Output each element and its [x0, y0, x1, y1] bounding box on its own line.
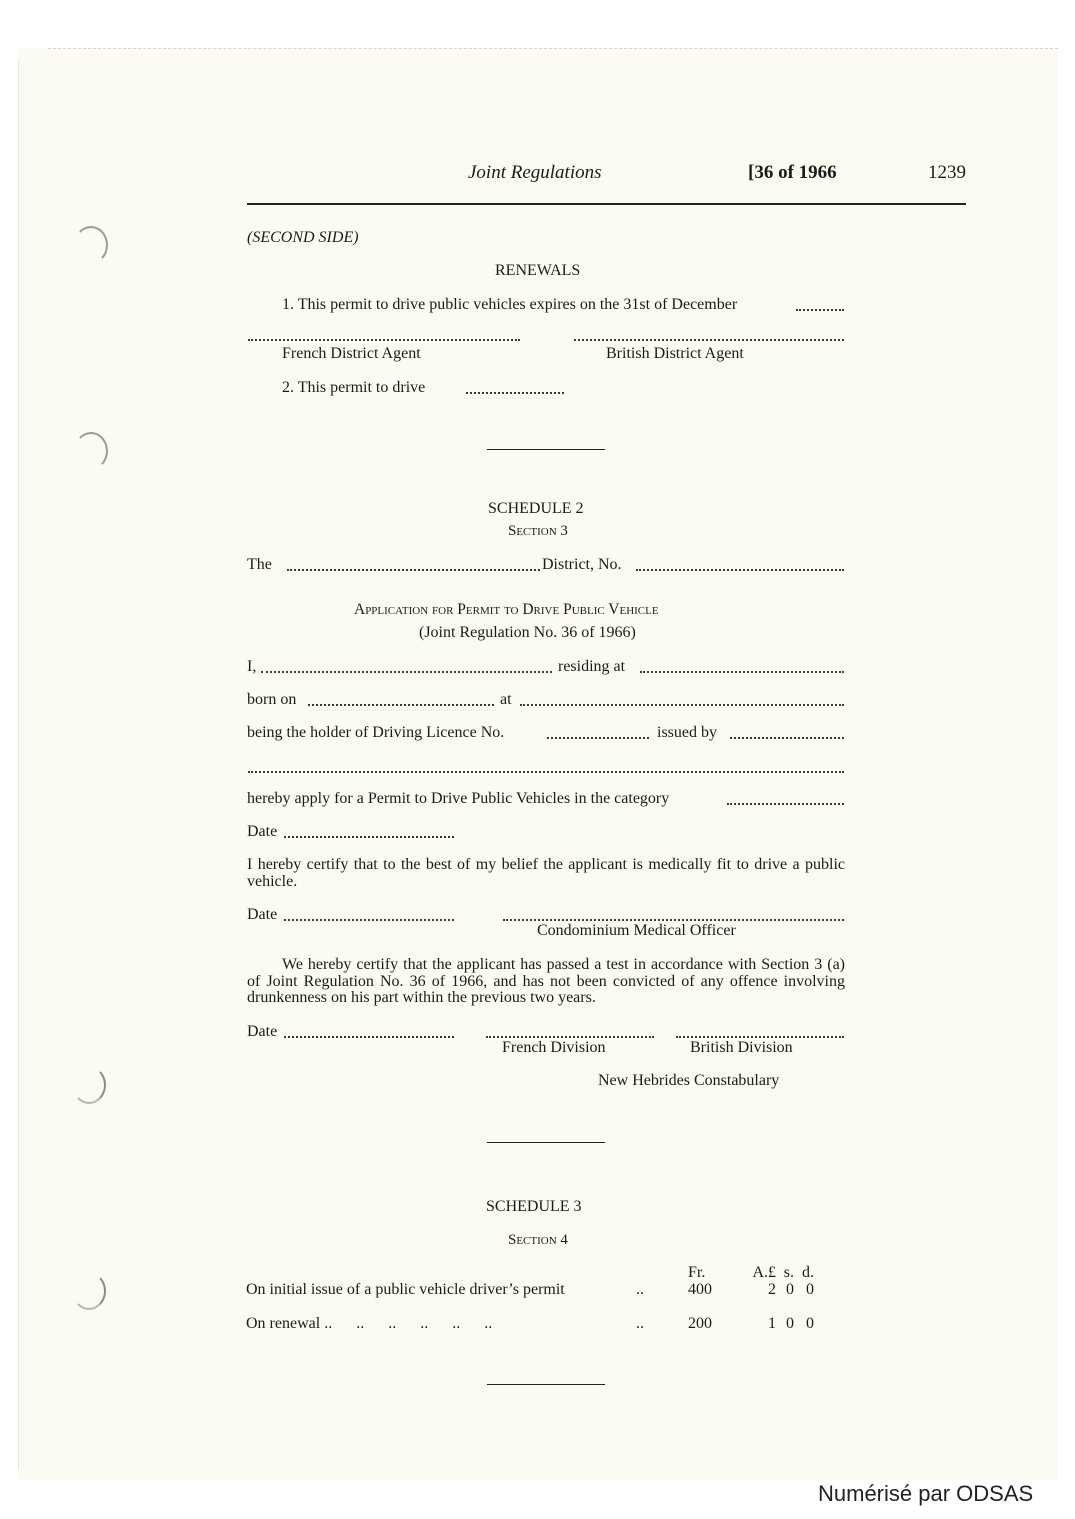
- renewal-item-1: 1. This permit to drive public vehicles expires on the 31st of December: [282, 296, 738, 313]
- sheet-top-edge: [48, 48, 1058, 49]
- form-title: Application for Permit to Drive Public Vehicle: [354, 601, 659, 618]
- fill-line: [727, 803, 844, 805]
- header-rule: [247, 203, 966, 205]
- form-subtitle: (Joint Regulation No. 36 of 1966): [419, 624, 636, 641]
- fill-line: [640, 671, 844, 673]
- fee-francs: 200: [688, 1315, 712, 1332]
- column-header-d: d.: [802, 1264, 814, 1281]
- page-number: 1239: [928, 162, 966, 183]
- punch-hole: [74, 432, 108, 470]
- fill-line: [796, 309, 844, 311]
- field-label: being the holder of Driving Licence No.: [247, 724, 505, 741]
- date-label: Date: [247, 823, 278, 840]
- fill-line: [730, 737, 844, 739]
- fill-line: [248, 771, 844, 773]
- sheet-left-edge: [18, 60, 19, 1470]
- column-header-fr: Fr.: [688, 1264, 706, 1281]
- fill-line: [547, 737, 649, 739]
- fee-shillings: 0: [786, 1315, 794, 1332]
- police-certificate-text: We hereby certify that the applicant has passed a test in accordance with Section 3 (a) of Joint Regulation No. 36 of 1966, and has not been convicted of any offence involving drunkenness on his part within the previous two years.: [247, 956, 845, 1006]
- schedule-2-section: Section 3: [508, 523, 568, 539]
- leader-dots: ..: [636, 1281, 644, 1298]
- fee-description: On renewal .. .. .. .. .. ..: [246, 1315, 493, 1332]
- fee-shillings: 0: [786, 1281, 794, 1298]
- fill-line: [284, 1036, 454, 1038]
- table-row: [246, 1281, 814, 1298]
- running-header-act: [36 of 1966: [748, 162, 837, 183]
- fee-table-header: [246, 1264, 814, 1281]
- fee-pounds: 1: [768, 1315, 776, 1332]
- schedule-2-heading: SCHEDULE 2: [488, 500, 584, 517]
- punch-hole: [72, 1066, 106, 1104]
- fee-table: [246, 1264, 814, 1332]
- field-label: at: [500, 691, 512, 708]
- signature-line: [676, 1036, 844, 1038]
- renewals-heading: RENEWALS: [495, 262, 581, 279]
- row-gap: [246, 1298, 814, 1315]
- district-the: The: [247, 556, 272, 573]
- renewal-item-2: 2. This permit to drive: [282, 379, 426, 396]
- district-label: District, No.: [542, 556, 622, 573]
- medical-certificate-text: I hereby certify that to the best of my belief the applicant is medically fit to drive a public vehicle.: [247, 856, 845, 890]
- fill-line: [308, 704, 494, 706]
- french-district-agent: French District Agent: [282, 345, 421, 362]
- fill-line: [284, 836, 454, 838]
- running-header-title: Joint Regulations: [468, 162, 602, 183]
- british-division-label: British Division: [690, 1039, 793, 1056]
- date-label: Date: [247, 1023, 278, 1040]
- medical-officer-label: Condominium Medical Officer: [537, 922, 736, 939]
- fill-line: [466, 392, 564, 394]
- signature-line: [574, 339, 844, 341]
- fee-pence: 0: [806, 1281, 814, 1298]
- fill-line: [284, 919, 454, 921]
- signature-line: [486, 1036, 654, 1038]
- fee-pounds: 2: [768, 1281, 776, 1298]
- fill-line: [520, 704, 844, 706]
- fill-line: [287, 569, 540, 571]
- british-district-agent: British District Agent: [606, 345, 744, 362]
- punch-hole: [72, 1272, 106, 1310]
- signature-line: [503, 919, 844, 921]
- section-separator: [487, 1142, 605, 1143]
- signature-line: [248, 339, 520, 341]
- scan-watermark: Numérisé par ODSAS: [818, 1481, 1034, 1506]
- field-label: born on: [247, 691, 297, 708]
- fill-line: [261, 671, 552, 673]
- schedule-3-heading: SCHEDULE 3: [486, 1198, 582, 1215]
- fee-francs: 400: [688, 1281, 712, 1298]
- leader-dots: ..: [636, 1315, 644, 1332]
- column-header-pound: A.£: [752, 1264, 776, 1281]
- table-row: [246, 1315, 814, 1332]
- constabulary-label: New Hebrides Constabulary: [598, 1072, 780, 1089]
- punch-hole: [74, 226, 108, 264]
- fill-line: [636, 569, 844, 571]
- date-label: Date: [247, 906, 278, 923]
- field-label: residing at: [558, 658, 626, 675]
- field-label: issued by: [657, 724, 717, 741]
- schedule-3-section: Section 4: [508, 1232, 568, 1248]
- field-label: I,: [247, 658, 257, 675]
- field-label: hereby apply for a Permit to Drive Public Vehicles in the category: [247, 790, 670, 807]
- section-separator: [487, 1384, 605, 1385]
- fee-description: On initial issue of a public vehicle driver’s permit: [246, 1281, 565, 1298]
- column-header-s: s.: [783, 1264, 794, 1281]
- french-division-label: French Division: [502, 1039, 606, 1056]
- section-separator: [487, 449, 605, 450]
- fee-pence: 0: [806, 1315, 814, 1332]
- second-side-label: (SECOND SIDE): [247, 229, 359, 246]
